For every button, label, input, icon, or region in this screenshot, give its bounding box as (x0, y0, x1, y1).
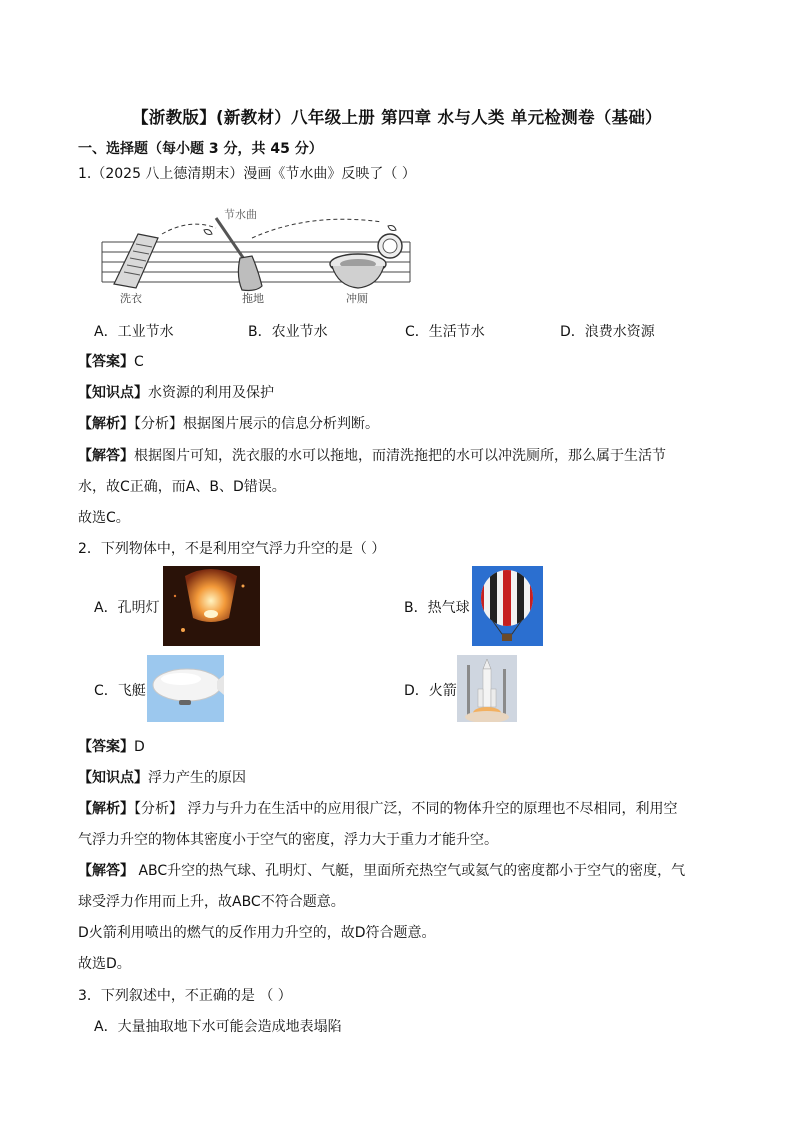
airship-icon (147, 655, 224, 722)
sky-lantern-icon (163, 566, 260, 646)
q2-solution: 【解答】 ABC升空的热气球、孔明灯、气艇，里面所充热空气或氦气的密度都小于空气的密度，气 (78, 863, 686, 879)
q3-option-a: A．大量抽取地下水可能会造成地表塌陷 (94, 1019, 342, 1035)
q1-option-b: B．农业节水 (248, 324, 328, 340)
comic-water-saving-song (100, 204, 412, 310)
page-title: 【浙教版】(新教材）八年级上册 第四章 水与人类 单元检测卷（基础） (132, 108, 662, 127)
mop-icon (216, 218, 262, 291)
hot-air-balloon-icon (472, 566, 543, 646)
q1-knowledge: 【知识点】水资源的利用及保护 (78, 385, 274, 401)
q2-option-c: C．飞艇 (94, 683, 146, 699)
comic-label-laundry: 洗衣 (120, 292, 142, 305)
q2-conclusion: 故选D。 (78, 956, 131, 972)
q2-solution-cont: 球受浮力作用而上升，故ABC不符合题意。 (78, 894, 345, 910)
q2-option-a: A．孔明灯 (94, 600, 160, 616)
q1-option-c: C．生活节水 (405, 324, 485, 340)
q1-option-a: A．工业节水 (94, 324, 174, 340)
question-3-stem: 3．下列叙述中，不正确的是 （ ） (78, 988, 292, 1004)
rocket-image (457, 655, 517, 722)
q2-solution-cont-2: D火箭利用喷出的燃气的反作用力升空的，故D符合题意。 (78, 925, 436, 941)
q1-solution: 【解答】根据图片可知，洗衣服的水可以拖地，而清洗拖把的水可以冲洗厕所，那么属于生活节 (78, 448, 666, 464)
q1-conclusion: 故选C。 (78, 510, 130, 526)
hot-air-balloon-image (472, 566, 543, 646)
comic-illustration (100, 204, 412, 310)
section-heading: 一、选择题（每小题 3 分，共 45 分） (78, 141, 323, 157)
q2-option-d: D．火箭 (404, 683, 457, 699)
q2-analysis-cont: 气浮力升空的物体其密度小于空气的密度，浮力大于重力才能升空。 (78, 832, 498, 848)
q1-answer: 【答案】C (78, 354, 144, 370)
q2-option-b: B．热气球 (404, 600, 470, 616)
q1-solution-cont: 水，故C正确，而A、B、D错误。 (78, 479, 286, 495)
comic-title: 节水曲 (224, 208, 257, 221)
question-1-stem: 1.（2025 八上德清期末）漫画《节水曲》反映了（ ） (78, 166, 416, 182)
rocket-icon (457, 655, 517, 722)
comic-label-mopping: 拖地 (242, 292, 264, 305)
q1-analysis: 【解析】【分析】根据图片展示的信息分析判断。 (78, 416, 379, 432)
comic-label-flushing: 冲厕 (346, 292, 368, 305)
airship-image (147, 655, 224, 722)
q1-option-d: D．浪费水资源 (560, 324, 655, 340)
question-2-stem: 2．下列物体中，不是利用空气浮力升空的是（ ） (78, 541, 386, 557)
sky-lantern-image (163, 566, 260, 646)
q2-answer: 【答案】D (78, 739, 145, 755)
q2-knowledge: 【知识点】浮力产生的原因 (78, 770, 246, 786)
q2-analysis: 【解析】【分析】 浮力与升力在生活中的应用很广泛，不同的物体升空的原理也不尽相同，利用空 (78, 801, 678, 817)
